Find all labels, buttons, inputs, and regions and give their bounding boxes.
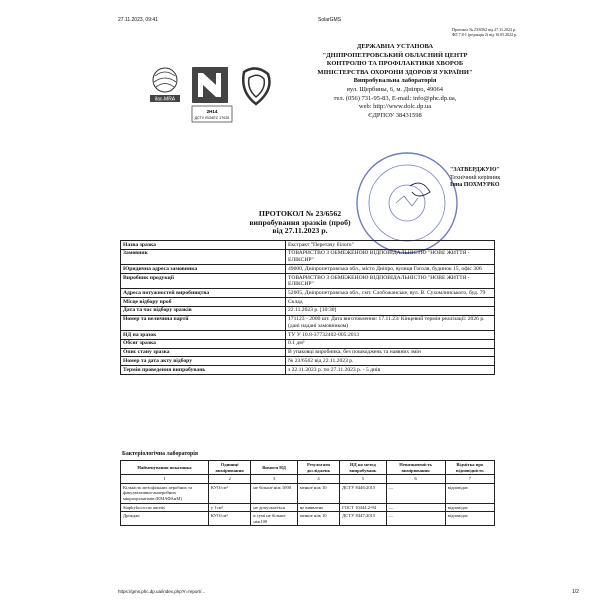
info-row xyxy=(121,249,495,264)
protocol-note-line: Протокол № 23/6562 від 27.11.2023 р. xyxy=(452,27,517,32)
info-value: ТОВАРИСТВО З ОБМЕЖЕНОЮ ВІДПОВІДАЛЬНІСТЮ "НОВЕ ЖИТТЯ - ЕЛІКСИР" xyxy=(286,273,495,288)
info-key: Обсяг зразка xyxy=(121,339,286,348)
approver-name: Інна ПОХМУРКО xyxy=(450,182,500,188)
result: менше ніж 10 xyxy=(297,483,339,503)
info-value: В упаковці виробника, без пошкоджень та наявних змін xyxy=(286,348,495,357)
method-standard: ДСТУ 8446:2015 xyxy=(340,483,386,503)
uncertainty: — xyxy=(386,503,445,512)
organization-block xyxy=(290,43,500,120)
results-header-row xyxy=(121,461,495,475)
compliance: відповідає xyxy=(445,503,494,512)
info-row xyxy=(121,273,495,288)
national-accreditation-logo xyxy=(192,67,232,122)
uncertainty: — xyxy=(386,512,445,526)
col-header: НД на метод випробувань xyxy=(340,461,386,475)
print-date: 27.11.2023, 09:41 xyxy=(118,17,158,23)
health-center-logo xyxy=(243,68,269,104)
org-line: КОНТРОЛЮ ТА ПРОФІЛАКТИКИ ХВОРОБ xyxy=(326,60,464,68)
info-value: 52005, Дніпропетровська обл., смт. Слобожанське, вул. В. Сухомлинського, буд. 79 xyxy=(286,289,495,298)
results-number-row xyxy=(121,475,495,484)
unit: КУО/см³ xyxy=(208,483,251,503)
org-contacts: тел. (056) 731-95-83, E-mail: info@phc.dp.ua, xyxy=(333,94,457,102)
info-value: 0.1 дм³ xyxy=(286,339,495,348)
info-row xyxy=(121,331,495,340)
protocol-date: від 27.11.2023 р. xyxy=(272,226,328,236)
lab-name: Випробувальна лабораторія xyxy=(353,77,437,85)
col-header: Невизначеність вимірювання xyxy=(386,461,445,475)
col-number: 6 xyxy=(386,475,445,484)
org-web: web: http://www.dolc.dp.ua xyxy=(358,103,432,111)
info-row xyxy=(121,289,495,298)
info-row xyxy=(121,348,495,357)
info-row xyxy=(121,315,495,330)
info-key: НД на зразок xyxy=(121,331,286,340)
compliance: відповідає xyxy=(445,512,494,526)
info-row xyxy=(121,357,495,366)
result: не виявлено xyxy=(297,503,339,512)
col-number: 2 xyxy=(208,475,251,484)
lab-section-title: Бактеріологічна лабораторія xyxy=(122,451,198,457)
info-value: 171123 - 2000 шт. Дата виготовлення: 17.11.23/ Кінцевий термін реалізації: 2026 р. (дані надані замовником) xyxy=(286,315,495,330)
requirement: не допускається xyxy=(251,503,297,512)
results-row xyxy=(121,512,495,526)
unit: КУО/см³ xyxy=(208,512,251,526)
info-key: Номер та дата акту відбору xyxy=(121,357,286,366)
col-header: Відмітка про відповідність xyxy=(445,461,494,475)
protocol-title: ПРОТОКОЛ № 23/6562 xyxy=(258,209,342,218)
info-key: Назва зразка xyxy=(121,241,286,250)
info-value: 49000, Дніпропетровська обл., місто Дніпро, вулиця Гоголя, будинок 15, офіс 306 xyxy=(286,265,495,274)
result: менше ніж 10 xyxy=(297,512,339,526)
method-standard: ГОСТ 10444.2-94 xyxy=(340,503,386,512)
info-value: № 23/6562 від 22.11.2023 р. xyxy=(286,357,495,366)
org-address: вул. Щербины, 6, м. Дніпро, 49064 xyxy=(347,85,443,93)
col-number: 3 xyxy=(251,475,297,484)
approver-role: Технічний керівник xyxy=(450,174,501,181)
page-number: 1/2 xyxy=(572,589,579,595)
accreditation-standard: ДСТУ ISO/IEC 17025 xyxy=(194,116,230,120)
results-row xyxy=(121,503,495,512)
approval-block xyxy=(450,167,590,190)
info-key: Місце відбору проб xyxy=(121,298,286,307)
info-value: Екстракт "Перетачу білого" xyxy=(286,241,495,250)
col-number: 7 xyxy=(445,475,494,484)
ilac-mra-logo xyxy=(150,68,180,103)
info-row xyxy=(121,306,495,315)
protocol-reference-note xyxy=(452,27,592,37)
results-table xyxy=(120,460,495,526)
org-line: МІНІСТЕРСТВА ОХОРОНИ ЗДОРОВ'Я УКРАЇНИ" xyxy=(317,68,473,76)
info-row xyxy=(121,298,495,307)
info-value: з 22.11.2023 р. по 27.11.2023 р. - 5 днів xyxy=(286,366,495,375)
org-line: "ДНІПРОПЕТРОВСЬКИЙ ОБЛАСНИЙ ЦЕНТР xyxy=(322,51,468,59)
info-key: Опис стану зразка xyxy=(121,348,286,357)
sample-info-table xyxy=(120,240,495,375)
requirement: не більше ніж 1000 xyxy=(251,483,297,503)
protocol-note-line: ФЛ 7.8-1 (редакція 2) від 16.05.2022 р. xyxy=(452,32,518,37)
protocol-subtitle: випробування зразків (проб) xyxy=(249,217,351,227)
info-row xyxy=(121,366,495,375)
info-key: Дата та час відбору зразків xyxy=(121,306,286,315)
results-row xyxy=(121,483,495,503)
compliance: відповідає xyxy=(445,483,494,503)
col-number: 1 xyxy=(121,475,209,484)
unit: у 1см³ xyxy=(208,503,251,512)
method-standard: ДСТУ 8447:2015 xyxy=(340,512,386,526)
indicator-name: Кількість мезофільних аеробних та факультативно-анаеробних мікроорганізмів (КМАФАнМ) xyxy=(121,483,209,503)
info-key: Замовник xyxy=(121,249,286,264)
info-key: Виробник продукції xyxy=(121,273,286,288)
info-row xyxy=(121,241,495,250)
col-header: Найменування показника xyxy=(121,461,209,475)
info-row xyxy=(121,339,495,348)
col-number: 4 xyxy=(297,475,339,484)
svg-text:ilac-MRA: ilac-MRA xyxy=(154,96,176,103)
app-title: SolarGMS xyxy=(318,17,342,23)
info-value: ТОВАРИСТВО З ОБМЕЖЕНОЮ ВІДПОВІДАЛЬНІСТЮ "НОВЕ ЖИТТЯ - ЕЛІКСИР" xyxy=(286,249,495,264)
page-url[interactable]: https://gms.phc.dp.ua/index.php?r=report/... xyxy=(118,589,206,594)
info-key: Адреса потужностей виробництва xyxy=(121,289,286,298)
accreditation-logos xyxy=(148,64,278,126)
protocol-heading xyxy=(200,210,400,236)
uncertainty: — xyxy=(386,483,445,503)
info-value: 22.11.2023 р. [10:30] xyxy=(286,306,495,315)
col-number: 5 xyxy=(340,475,386,484)
info-value: ТУ У 10.8-37732402-005:2013 xyxy=(286,331,495,340)
info-key: Номер та величина партії xyxy=(121,315,286,330)
col-header: Вимоги НД xyxy=(251,461,297,475)
indicator-name: Staphylococcus aureus xyxy=(121,503,209,512)
info-key: Юридична адреса замовника xyxy=(121,265,286,274)
requirement: в сумі не більше ніж100 xyxy=(251,512,297,526)
col-header: Одиниці вимірювання xyxy=(208,461,251,475)
accreditation-number: 2Н14 xyxy=(206,109,218,114)
info-row xyxy=(121,265,495,274)
indicator-name: Дріжджі xyxy=(121,512,209,526)
info-value: Склад xyxy=(286,298,495,307)
org-edrpou: ЄДРПОУ 38431598 xyxy=(368,111,422,119)
info-key: Термін проведення випробувань xyxy=(121,366,286,375)
org-line: ДЕРЖАВНА УСТАНОВА xyxy=(356,43,434,50)
approval-title: "ЗАТВЕРДЖУЮ" xyxy=(450,167,500,173)
col-header: Результати досліджень xyxy=(297,461,339,475)
